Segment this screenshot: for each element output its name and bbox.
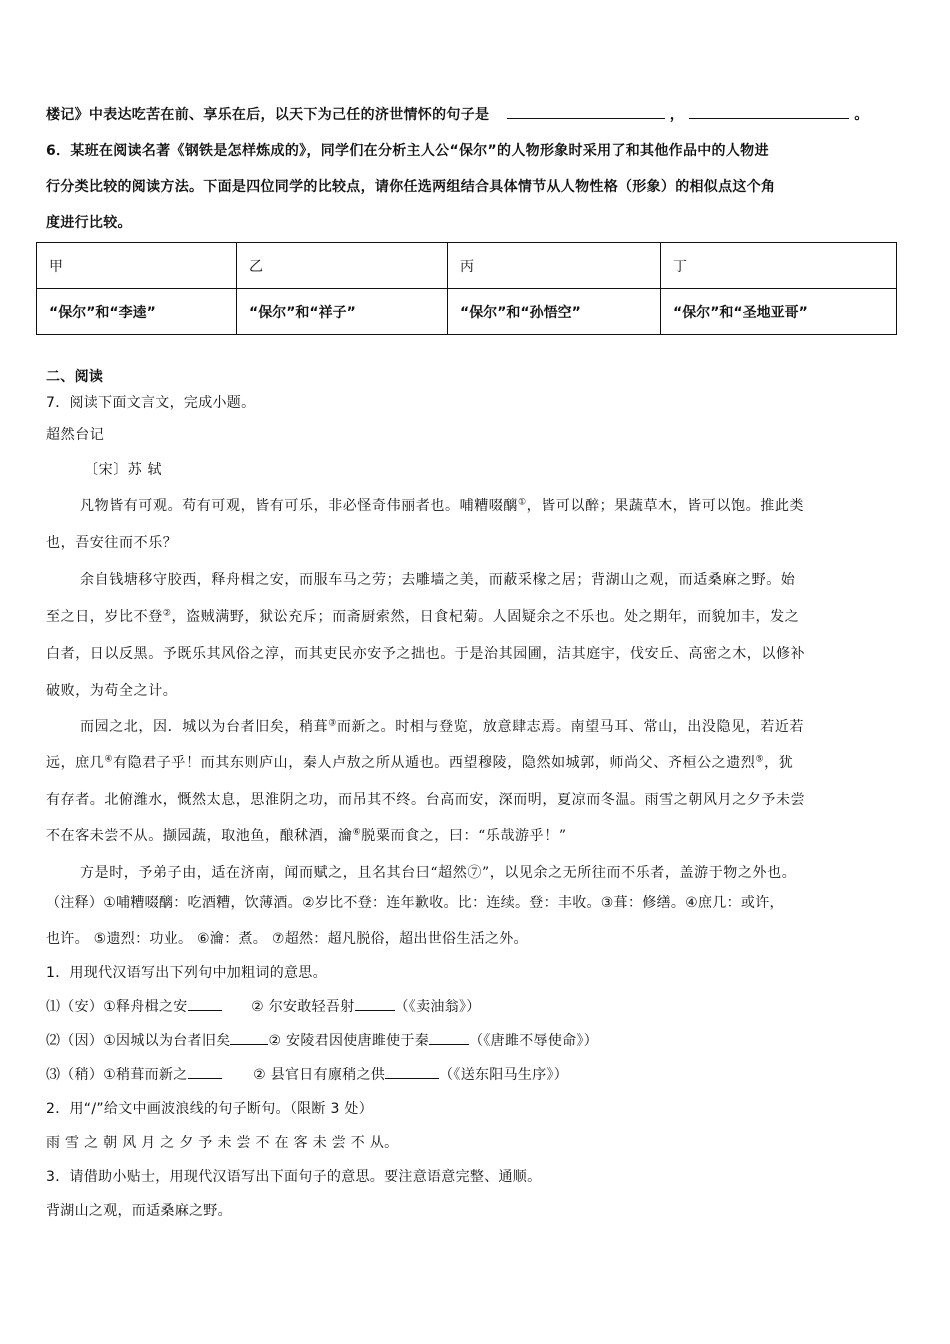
table-header-cell: 丙 bbox=[448, 243, 661, 289]
q5-text: 楼记》中表达吃苦在前、享乐在后，以天下为己任的济世情怀的句子是 bbox=[46, 107, 490, 123]
sub1-source: （《卖油翁》） bbox=[394, 999, 481, 1015]
passage-p1-line1 bbox=[80, 495, 804, 515]
passage-p3-line3 bbox=[46, 789, 805, 809]
p1-text-a: 凡物皆有可观。苟有可观，皆有可乐，非必怪奇伟丽者也。哺糟啜醨 bbox=[80, 498, 518, 514]
notes-line1: （注释）①哺糟啜醨：吃酒糟，饮薄酒。②岁比不登：连年歉收。比：连续。登：丰收。③葺：修缮。④庶几：或许， bbox=[46, 895, 784, 911]
comparison-table bbox=[36, 242, 897, 335]
section-title: 二、阅读 bbox=[46, 369, 104, 385]
passage-p2-line3: 白者，日以反黑。予既乐其风俗之淳，而其吏民亦安予之拙也。于是治其园圃，洁其庭宇，伐安丘、高密之木，以修补 bbox=[46, 646, 806, 662]
answer-blank[interactable] bbox=[188, 1064, 222, 1079]
p1-text-b: ，皆可以醉；果蔬草木，皆可以饱。推此类 bbox=[526, 498, 805, 514]
note-mark: ① bbox=[518, 497, 527, 508]
passage-p2-line1: 余自钱塘移守胶西，释舟楫之安，而服车马之劳；去雕墙之美，而蔽采椽之居；背湖山之观，而适桑麻之野。始 bbox=[80, 572, 796, 588]
sub1-source: （《送东阳马生序》） bbox=[439, 1067, 569, 1083]
passage-p1-line2: 也，吾安往而不乐？ bbox=[46, 535, 178, 551]
answer-blank[interactable] bbox=[355, 996, 395, 1011]
passage-title: 超然台记 bbox=[46, 427, 105, 443]
q6-line-3: 度进行比较。 bbox=[46, 215, 132, 231]
sub3-sentence: 背湖山之观，而适桑麻之野。 bbox=[46, 1203, 232, 1219]
q6-line-1: 6．某班在阅读名著《钢铁是怎样炼成的》，同学们在分析主人公“保尔”的人物形象时采用了和其他作品中的人物进 bbox=[46, 143, 769, 159]
note-mark: ⑤ bbox=[755, 754, 765, 765]
p2-text-a: 至之日，岁比不登 bbox=[46, 609, 163, 625]
answer-blank-1[interactable] bbox=[507, 104, 665, 119]
table-header-cell: 丁 bbox=[661, 243, 897, 289]
sub1-item-a: ⑵（因）①因城以为台者旧矣 bbox=[46, 1033, 231, 1049]
p3-text-d: 有隐君子乎！而其东则庐山，秦人卢敖之所从遁也。西望穆陵，隐然如城郭，师尚父、齐桓公之遗烈 bbox=[113, 755, 756, 771]
table-row bbox=[37, 289, 897, 335]
notes-line2: 也许。 ⑤遗烈：功业。 ⑥瀹：煮。 ⑦超然：超凡脱俗，超出世俗生活之外。 bbox=[46, 931, 528, 947]
answer-blank-2[interactable] bbox=[689, 104, 849, 119]
sub1-item bbox=[46, 1030, 598, 1050]
note-mark: ② bbox=[162, 608, 172, 619]
p3-text-h: 脱粟而食之，曰：“乐哉游乎！” bbox=[361, 828, 567, 844]
p3-text-c: 远，庶几 bbox=[46, 755, 105, 771]
q5-end: 。 bbox=[854, 107, 869, 123]
q7-intro: 7．阅读下面文言文，完成小题。 bbox=[46, 395, 256, 411]
answer-blank[interactable] bbox=[188, 996, 222, 1011]
q5-continuation bbox=[46, 104, 869, 124]
sub1-item-b: ② 安陵君因使唐雎使于秦 bbox=[268, 1033, 430, 1049]
sub1-item bbox=[46, 996, 481, 1016]
p2-text-b: ，盗贼满野，狱讼充斥；而斋厨索然，日食杞菊。人固疑余之不乐也。处之期年，而貌加丰，发之 bbox=[171, 609, 800, 625]
table-header-cell: 甲 bbox=[37, 243, 237, 289]
sub1-title: 1．用现代汉语写出下列句中加粗词的意思。 bbox=[46, 965, 327, 981]
sub2-sentence: 雨 雪 之 朝 风 月 之 夕 予 未 尝 不 在 客 未 尝 不 从。 bbox=[46, 1135, 399, 1151]
passage-p3-line2 bbox=[46, 752, 793, 772]
note-mark: ⑥ bbox=[352, 827, 362, 838]
sub1-item-b: ② 尔安敢轻吾射 bbox=[251, 999, 355, 1015]
table-cell: “保尔”和“祥子” bbox=[237, 289, 448, 335]
sub1-item bbox=[46, 1064, 568, 1084]
table-cell: “保尔”和“李逵” bbox=[37, 289, 237, 335]
p3-text-g: 不在客未尝不从。撷园蔬，取池鱼，酿秫酒，瀹 bbox=[46, 828, 353, 844]
note-mark: ④ bbox=[104, 754, 114, 765]
passage-p2-line4: 破败，为苟全之计。 bbox=[46, 683, 178, 699]
table-cell: “保尔”和“圣地亚哥” bbox=[661, 289, 897, 335]
sub3-title: 3．请借助小贴士，用现代汉语写出下面句子的意思。要注意语意完整、通顺。 bbox=[46, 1169, 542, 1185]
sub2-title: 2．用“/”给文中画波浪线的句子断句。（限断 3 处） bbox=[46, 1101, 374, 1117]
p3-text-a: 而园之北，因．城以为台者旧矣，稍葺 bbox=[80, 719, 329, 735]
answer-blank[interactable] bbox=[230, 1030, 268, 1045]
table-cell: “保尔”和“孙悟空” bbox=[448, 289, 661, 335]
p3-text-e: ，犹 bbox=[764, 755, 794, 771]
passage-author: 〔宋〕苏 轼 bbox=[84, 462, 163, 478]
note-mark: ③ bbox=[328, 718, 337, 729]
p3-text-f: 有存者。北俯潍水，慨然太息，思淮阴之功，而吊其不终。台高而安，深而明，夏凉而冬温。雨雪之朝风月之夕予未尝 bbox=[46, 792, 806, 808]
sub1-item-b: ② 县官日有廪稍之供 bbox=[253, 1067, 386, 1083]
answer-blank[interactable] bbox=[429, 1030, 469, 1045]
passage-p3-line1 bbox=[80, 716, 804, 736]
passage-p2-line2 bbox=[46, 606, 799, 626]
table-header-cell: 乙 bbox=[237, 243, 448, 289]
q5-comma: ， bbox=[669, 107, 684, 123]
p3-text-b: 而新之。时相与登览，放意肆志焉。南望马耳、常山，出没隐见，若近若 bbox=[336, 719, 805, 735]
passage-p3-line4 bbox=[46, 825, 567, 845]
sub1-source: （《唐雎不辱使命》） bbox=[469, 1033, 599, 1049]
answer-blank[interactable] bbox=[385, 1064, 439, 1079]
q6-line-2: 行分类比较的阅读方法。下面是四位同学的比较点，请你任选两组结合具体情节从人物性格（形象）的相似点这个角 bbox=[46, 179, 776, 195]
table-header-row bbox=[37, 243, 897, 289]
sub1-item-a: ⑶（稍）①稍葺而新之 bbox=[46, 1067, 188, 1083]
sub1-item-a: ⑴（安）①释舟楫之安 bbox=[46, 999, 188, 1015]
passage-p4: 方是时，予弟子由，适在济南，闻而赋之，且名其台曰“超然⑦”，以见余之无所往而不乐者，盖游于物之外也。 bbox=[80, 865, 797, 881]
